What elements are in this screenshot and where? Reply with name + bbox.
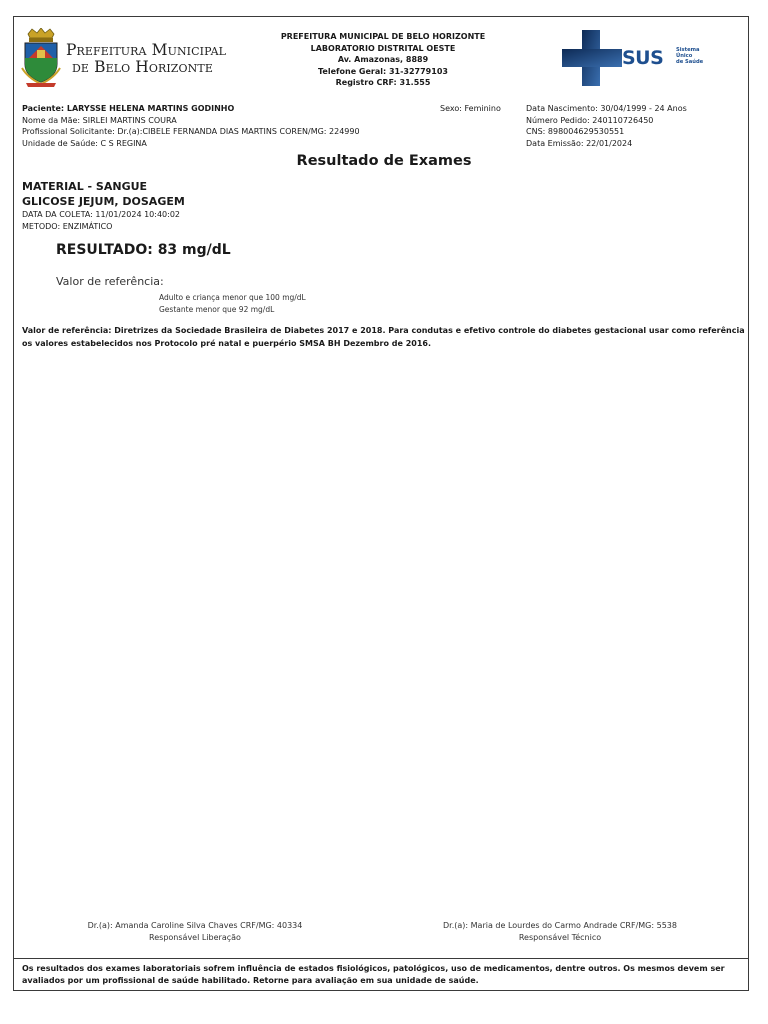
patient-info-right (526, 103, 687, 150)
reference-item: Adulto e criança menor que 100 mg/dL (159, 293, 306, 302)
lab-header (240, 31, 526, 89)
coat-of-arms-icon (20, 28, 62, 88)
exam-result: RESULTADO: 83 mg/dL (56, 242, 231, 258)
signer-role: Responsável Técnico (518, 933, 602, 943)
reference-heading: Valor de referência: (56, 275, 164, 288)
exam-header (22, 179, 185, 232)
pbh-logo-text (66, 42, 226, 76)
exam-name: GLICOSE JEJUM, DOSAGEM (22, 195, 185, 208)
sus-sub-line: Único (676, 53, 693, 59)
reference-note: Valor de referência: Diretrizes da Sociedade Brasileira de Diabetes 2017 e 2018. Para condutas e efetivo controle do diabetes gestacional usar como referência os valores estabelecidos nos Protocolo pré natal e puerpério SMSA BH Dezembro de 2016. (22, 326, 745, 348)
patient-name: Paciente: LARYSSE HELENA MARTINS GODINHO (22, 104, 235, 113)
sus-logo (562, 30, 712, 86)
sex-field: Sexo: Feminino (440, 104, 501, 113)
footer-disclaimer: Os resultados dos exames laboratoriais sofrem influência de estados fisiológicos, patológicos, uso de medicamentos, dentre outros. Os mesmos devem ser avaliados por um profissional de saúde habilitado. Retorne para avaliação em sua unidade de saúde. (22, 964, 725, 985)
patient-info-left (22, 103, 360, 150)
method-label: METODO: ENZIMÁTICO (22, 221, 113, 231)
header-line: Av. Amazonas, 8889 (337, 55, 429, 65)
page-title: Resultado de Exames (296, 153, 472, 169)
pbh-logo-line1: Prefeitura Municipal (66, 41, 227, 59)
collection-date: DATA DA COLETA: 11/01/2024 10:40:02 (22, 210, 180, 219)
health-unit: Unidade de Saúde: C S REGINA (22, 139, 147, 149)
signer-role: Responsável Liberação (149, 933, 241, 943)
signer-name: Dr.(a): Maria de Lourdes do Carmo Andrade CRF/MG: 5538 (443, 921, 677, 930)
signer-name: Dr.(a): Amanda Caroline Silva Chaves CRF/MG: 40334 (87, 921, 303, 930)
sus-cross-icon (562, 30, 624, 86)
header-line: LABORATORIO DISTRITAL OESTE (310, 43, 456, 53)
birth-date: Data Nascimento: 30/04/1999 - 24 Anos (526, 104, 687, 113)
header-line: Registro CRF: 31.555 (335, 78, 431, 88)
header-line: PREFEITURA MUNICIPAL DE BELO HORIZONTE (280, 32, 486, 41)
pbh-logo-line2: de Belo Horizonte (72, 58, 213, 76)
footer-divider (13, 958, 749, 959)
requesting-professional: Profissional Solicitante: Dr.(a):CIBELE FERNANDA DIAS MARTINS COREN/MG: 224990 (22, 127, 360, 137)
material-label: MATERIAL - SANGUE (22, 180, 148, 193)
reference-item: Gestante menor que 92 mg/dL (159, 304, 275, 314)
sus-logo-subtitle (676, 47, 703, 65)
order-number: Número Pedido: 240110726450 (526, 115, 654, 125)
reference-list (159, 292, 306, 315)
issue-date: Data Emissão: 22/01/2024 (526, 139, 633, 149)
sus-sub-line: Sistema (676, 47, 700, 53)
header-line: Telefone Geral: 31-32779103 (318, 66, 448, 76)
signature-left (40, 920, 350, 945)
mother-name: Nome da Mãe: SIRLEI MARTINS COURA (22, 115, 177, 125)
sus-sub-line: de Saúde (676, 59, 704, 65)
patient-sex (440, 103, 501, 115)
sus-logo-word: SUS (622, 47, 664, 69)
pbh-logo (20, 28, 240, 90)
signature-right (405, 920, 715, 945)
cns-number: CNS: 898004629530551 (526, 127, 625, 137)
